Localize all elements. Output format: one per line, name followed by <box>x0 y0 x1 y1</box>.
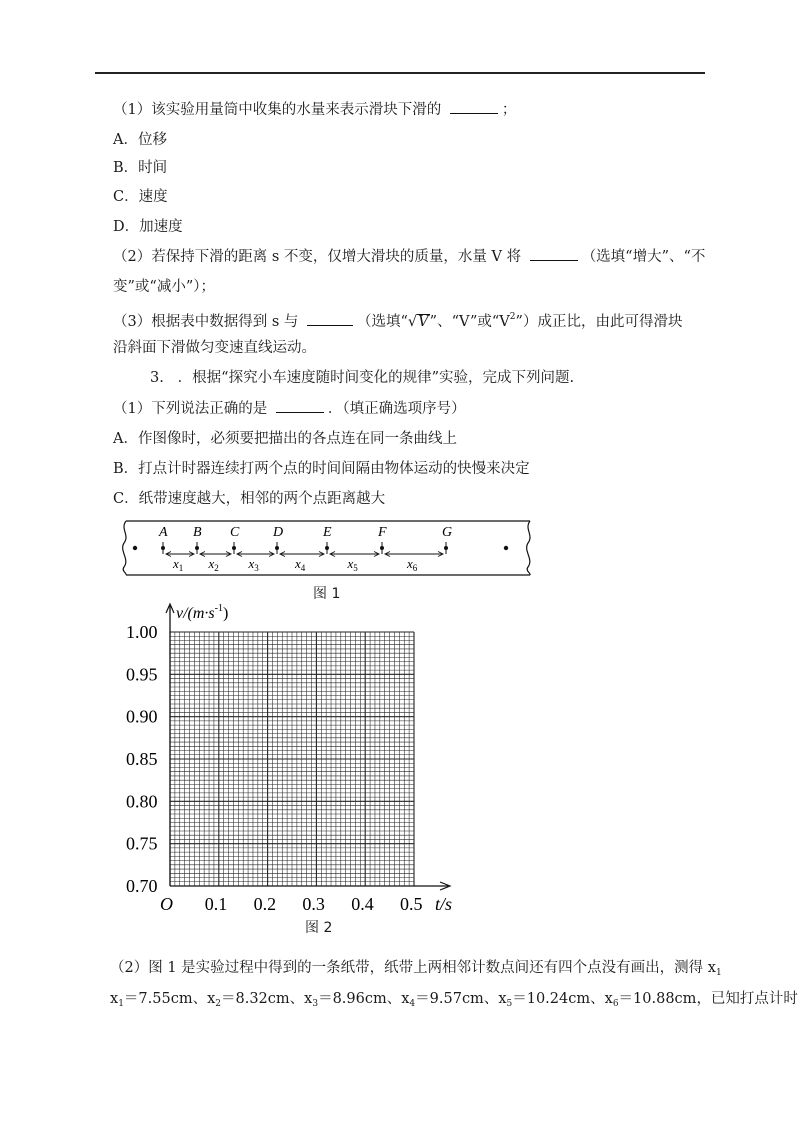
option-letter: C． <box>113 189 139 205</box>
y-tick-label: 0.85 <box>126 749 158 769</box>
option-letter: C． <box>113 491 139 507</box>
tape-point-label: B <box>193 525 202 540</box>
q2-part3-text-a: （3）根据表中数据得到 s 与 <box>113 314 299 330</box>
tape-torn-left <box>123 521 126 575</box>
q3-part1-stem <box>113 398 466 419</box>
tape-point-label: G <box>442 525 453 540</box>
option-text: 位移 <box>137 132 167 148</box>
tape-point-label: E <box>323 525 332 540</box>
q2-part3-text-b: （选填“ <box>357 314 408 330</box>
q3-option-b[interactable] <box>113 459 530 479</box>
q2-part1-stem-end: ； <box>501 102 517 118</box>
y-tick-label: 1.00 <box>126 622 158 642</box>
answer-blank[interactable] <box>530 246 578 261</box>
segment-label: $x_6$ <box>407 556 418 573</box>
tape-point-label: A <box>159 525 168 540</box>
q2-option-c[interactable] <box>113 187 168 207</box>
answer-blank[interactable] <box>276 398 324 413</box>
option-letter: D． <box>113 219 140 235</box>
y-tick-label: 0.95 <box>126 664 158 685</box>
option-text: 纸带速度越大，相邻的两个点距离越大 <box>138 491 386 507</box>
figure2-vt-graph <box>120 598 470 920</box>
option-letter: A． <box>113 132 138 148</box>
option-letter: B． <box>113 461 139 477</box>
q2-part2-line1 <box>113 246 705 267</box>
measurement-item: 、$x_3=8.96cm$ <box>289 991 387 1009</box>
q2-part1-stem <box>113 99 516 120</box>
subscript: 1 <box>715 968 722 978</box>
y-axis-label: $v/(m\cdot s^{-1})$ <box>176 603 229 622</box>
option-text: 加速度 <box>139 219 183 235</box>
q2-part3-line2: 沿斜面下滑做匀变速直线运动。 <box>113 340 316 356</box>
answer-blank[interactable] <box>307 311 353 326</box>
tape-point-label: D <box>273 525 284 540</box>
figure1-paper-tape <box>118 515 538 581</box>
tape-point-label: C <box>230 525 240 540</box>
x-tick-label: 0.1 <box>204 894 228 914</box>
q3-part1-text-a: （1）下列说法正确的是 <box>113 401 268 417</box>
x-tick-label: 0.5 <box>400 894 423 914</box>
figure2-caption: 图 2 <box>305 920 333 936</box>
x-tick-label: 0.2 <box>253 894 277 914</box>
y-tick-label: 0.70 <box>126 876 158 896</box>
tape-torn-right <box>527 521 530 575</box>
measurement-item: 、$x_2=8.32cm$ <box>192 991 290 1009</box>
measurement-item: 、$x_4=9.57cm$ <box>386 991 484 1009</box>
dot-left <box>133 546 137 550</box>
tape-marks <box>158 525 452 573</box>
q2-part3-text-d: ”）成正比，由此可得滑块 <box>515 314 683 330</box>
measurement-item: $x_1=7.55cm$ <box>110 991 193 1009</box>
q2-part3-line1 <box>113 307 682 332</box>
q2-option-b[interactable] <box>113 158 167 178</box>
measurement-list <box>110 991 696 1007</box>
q3-option-c[interactable] <box>113 489 385 509</box>
sqrt-radicand: V <box>418 314 429 330</box>
q3-part2-line1 <box>110 958 722 983</box>
origin-label: O <box>160 894 173 914</box>
sqrt-symbol: √V <box>407 314 429 330</box>
q3-heading: 3. ．根据“探究小车速度随时间变化的规律”实验，完成下列问题. <box>150 370 575 386</box>
option-letter: B． <box>113 160 139 176</box>
segment-label: $x_4$ <box>295 556 306 573</box>
header-rule <box>95 72 705 74</box>
answer-blank[interactable] <box>450 99 498 114</box>
grid-lines <box>170 632 414 886</box>
q2-part3-text-c: ”、“V”或“V <box>429 314 510 330</box>
segment-label: $x_3$ <box>248 556 259 573</box>
segment-label: $x_1$ <box>173 556 184 573</box>
q3-part2-text: （2）图 1 是实验过程中得到的一条纸带，纸带上两相邻计数点间还有四个点没有画出，测得 x <box>110 960 716 976</box>
q2-part2-text-b: （选填“增大”、“不 <box>581 249 706 265</box>
option-text: 打点计时器连续打两个点的时间间隔由物体运动的快慢来决定 <box>138 461 530 477</box>
q2-part1-stem-text: （1）该实验用量筒中收集的水量来表示滑块下滑的 <box>113 102 442 118</box>
option-text: 时间 <box>138 160 168 176</box>
q2-option-a[interactable] <box>113 130 167 150</box>
x-axis-label: t/s <box>435 894 453 914</box>
y-tick-label: 0.80 <box>126 791 158 812</box>
x-tick-label: 0.3 <box>302 894 325 914</box>
q3-option-a[interactable] <box>113 429 457 449</box>
q3-part2-tail: ，已知打点计时 <box>696 991 798 1007</box>
q3-part1-text-b: ．（填正确选项序号） <box>327 401 466 417</box>
option-text: 速度 <box>138 189 168 205</box>
superscript: 2 <box>509 312 516 322</box>
q2-part2-line2: 变”或“减小”）； <box>113 279 215 295</box>
measurement-item: 、$x_5=10.24cm$ <box>483 991 591 1009</box>
segment-label: $x_5$ <box>347 556 358 573</box>
y-tick-label: 0.75 <box>126 833 158 854</box>
dot-right <box>504 546 508 550</box>
option-letter: A． <box>113 431 138 447</box>
segment-label: $x_2$ <box>208 556 219 573</box>
q3-part2-line2 <box>110 989 798 1014</box>
figure1-caption: 图 1 <box>313 586 341 602</box>
tape-point-label: F <box>378 525 387 540</box>
x-tick-label: 0.4 <box>351 894 374 914</box>
y-tick-label: 0.90 <box>126 706 158 727</box>
q2-part2-text-a: （2）若保持下滑的距离 s 不变，仅增大滑块的质量，水量 V 将 <box>113 249 522 265</box>
measurement-item: 、$x_6=10.88cm$ <box>590 991 697 1009</box>
q2-option-d[interactable] <box>113 217 183 237</box>
option-text: 作图像时，必须要把描出的各点连在同一条曲线上 <box>137 431 457 447</box>
